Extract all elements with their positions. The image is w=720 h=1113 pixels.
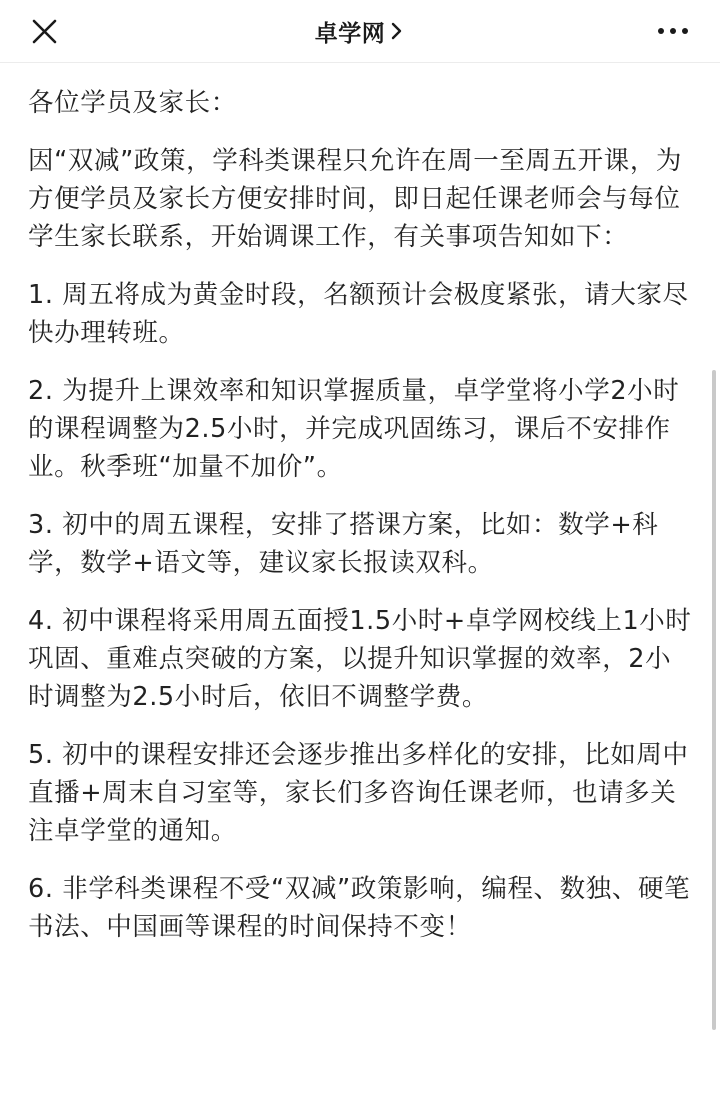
account-title-link[interactable] [315, 15, 406, 48]
page-title: 卓学网 [314, 20, 386, 47]
more-horizontal-icon [654, 16, 694, 46]
title-container [0, 0, 720, 62]
greeting: 各位学员及家长： [28, 88, 237, 118]
intro-paragraph: 因“双减”政策，学科类课程只允许在周一至周五开课，为方便学员及家长方便安排时间，即日起任课老师会与每位学生家长联系，开始调课工作，有关事项告知如下： [28, 146, 683, 252]
notice-item-1: 1. 周五将成为黄金时段，名额预计会极度紧张，请大家尽快办理转班。 [28, 280, 689, 348]
article-body [28, 84, 696, 966]
more-button[interactable] [654, 16, 694, 46]
chevron-right-icon [389, 20, 405, 42]
notice-item-6: 6. 非学科类课程不受“双减”政策影响，编程、数独、硬笔书法、中国画等课程的时间保持不变！ [28, 874, 691, 942]
notice-item-4: 4. 初中课程将采用周五面授1.5小时+卓学网校线上1小时巩固、重难点突破的方案，以提升知识掌握的效率，2小时调整为2.5小时后，依旧不调整学费。 [28, 606, 692, 712]
notice-item-2: 2. 为提升上课效率和知识掌握质量，卓学堂将小学2小时的课程调整为2.5小时，并完成巩固练习，课后不安排作业。秋季班“加量不加价”。 [28, 376, 680, 482]
notice-item-5: 5. 初中的课程安排还会逐步推出多样化的安排，比如周中直播+周末自习室等，家长们多咨询任课老师，也请多关注卓学堂的通知。 [28, 740, 689, 846]
scrollbar[interactable] [712, 370, 716, 1030]
nav-bar [0, 0, 720, 63]
notice-item-3: 3. 初中的周五课程，安排了搭课方案，比如：数学+科学，数学+语文等，建议家长报读双科。 [28, 510, 659, 578]
